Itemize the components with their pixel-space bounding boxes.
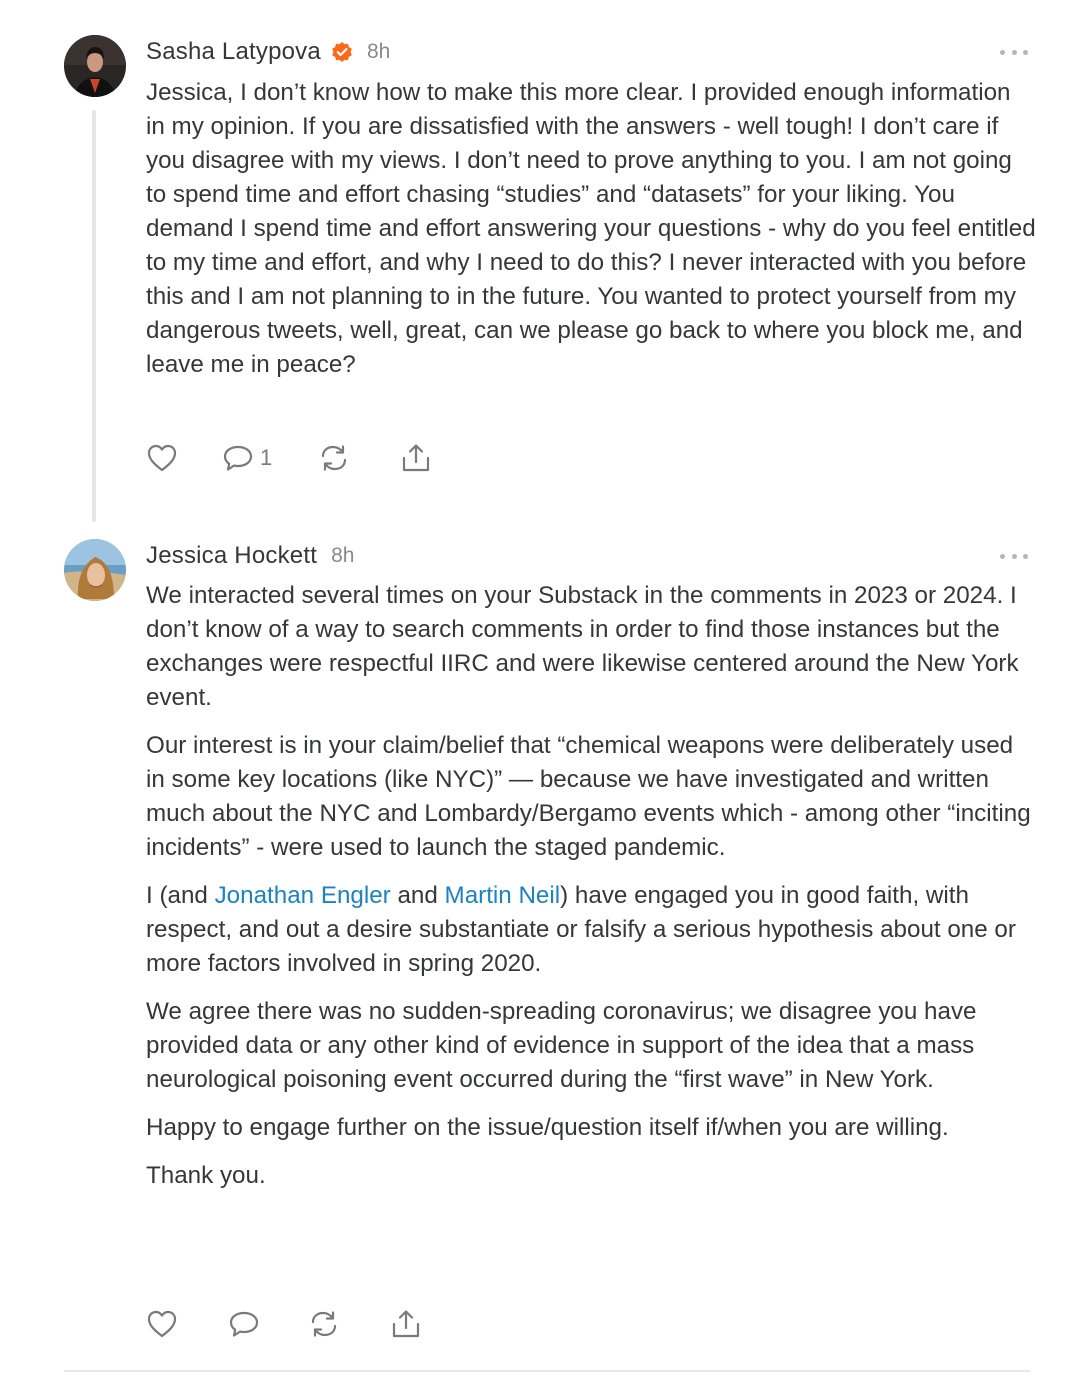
verified-check-icon	[331, 41, 353, 63]
comment-paragraph: We agree there was no sudden-spreading coronavirus; we disagree you have provided data or any other kind of evidence in support of the idea that a mass neurological poisoning event occurred during the “first wave” in New York.	[146, 998, 977, 1093]
reply-button[interactable]	[222, 443, 272, 473]
like-button[interactable]	[146, 443, 178, 473]
paragraph-text: I (and	[146, 882, 215, 909]
share-icon	[390, 1309, 422, 1339]
comment-paragraph: Happy to engage further on the issue/question itself if/when you are willing.	[146, 1114, 949, 1141]
more-icon[interactable]	[1000, 47, 1028, 57]
comment-header	[146, 35, 390, 69]
restack-icon	[318, 443, 350, 473]
comment-paragraph	[146, 879, 1036, 981]
share-button[interactable]	[390, 1309, 422, 1339]
thread-line	[92, 110, 96, 522]
mention-link-jonathan-engler[interactable]: Jonathan Engler	[214, 882, 391, 909]
reply-count: 1	[260, 445, 273, 470]
share-icon	[400, 443, 432, 473]
comment-paragraph: We interacted several times on your Substack in the comments in 2023 or 2024. I don’t know of a way to search comments in order to find those instances but the exchanges were respectful IIRC and were likewise centered around the New York event.	[146, 582, 1019, 711]
comment-paragraph: Our interest is in your claim/belief that “chemical weapons were deliberately used in some key locations (like NYC)” — because we have investigated and written much about the NYC and Lombardy/Bergamo events which - among other “inciting incidents” - were used to launch the staged pandemic.	[146, 732, 1031, 861]
comment-body	[146, 579, 1036, 1207]
comment-timestamp: 8h	[366, 40, 391, 63]
reply-button[interactable]	[228, 1309, 260, 1339]
restack-button[interactable]	[308, 1309, 340, 1339]
comment-paragraph: Thank you.	[146, 1162, 266, 1189]
avatar[interactable]	[64, 35, 126, 97]
heart-icon	[146, 443, 178, 473]
restack-icon	[308, 1309, 340, 1339]
author-name[interactable]: Sasha Latypova	[146, 38, 321, 65]
paragraph-text: ) have engaged you in good faith, with respect, and out a desire substantiate or falsify a serious hypothesis about one or more factors involved in spring 2020.	[146, 882, 1016, 977]
comment-actions	[146, 1308, 422, 1340]
comment-icon	[228, 1309, 260, 1339]
avatar[interactable]	[64, 539, 126, 601]
author-name[interactable]: Jessica Hockett	[146, 542, 318, 569]
comment-header	[146, 539, 354, 573]
divider	[64, 1370, 1030, 1372]
restack-button[interactable]	[318, 443, 350, 473]
paragraph-text: and	[390, 882, 445, 909]
like-button[interactable]	[146, 1309, 178, 1339]
comment-icon	[222, 443, 254, 473]
comment-actions	[146, 442, 432, 474]
comment-timestamp: 8h	[331, 544, 355, 567]
more-icon[interactable]	[1000, 551, 1028, 561]
heart-icon	[146, 1309, 178, 1339]
mention-link-martin-neil[interactable]: Martin Neil	[444, 882, 561, 909]
share-button[interactable]	[400, 443, 432, 473]
comment-body	[146, 76, 1036, 396]
comment-paragraph: Jessica, I don’t know how to make this more clear. I provided enough information in my opinion. If you are dissatisfied with the answers - well tough! I don’t care if you disagree with my views. I don’t need to prove anything to you. I am not going to spend time and effort chasing “studies” and “datasets” for your liking. You demand I spend time and effort answering your questions - why do you feel entitled to my time and effort, and why I need to do this? I never interacted with you before this and I am not planning to in the future. You wanted to protect yourself from my dangerous tweets, well, great, can we please go back to where you block me, and leave me in peace?	[146, 79, 1036, 378]
